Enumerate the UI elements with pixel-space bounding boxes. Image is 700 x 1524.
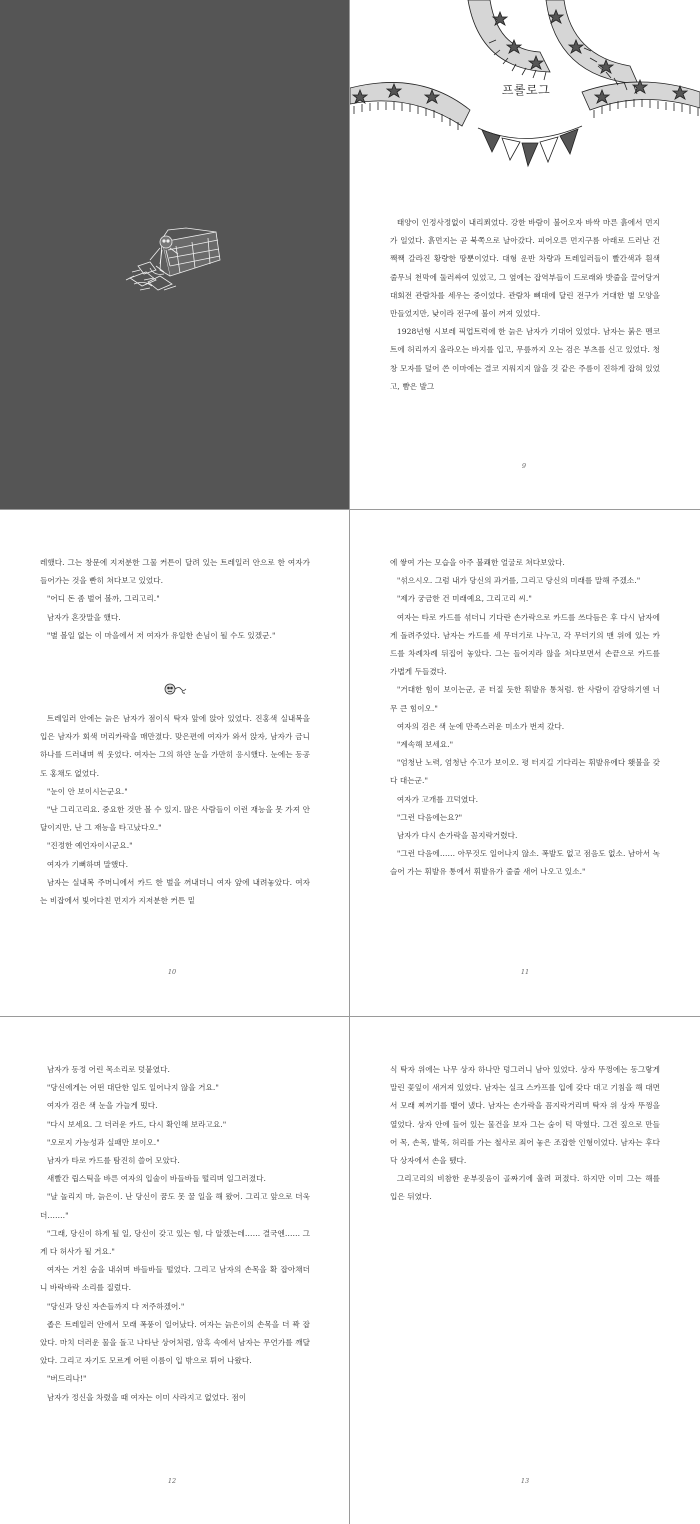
crate-doll-illustration xyxy=(120,220,230,300)
body-block-1 xyxy=(40,554,310,645)
page-12 xyxy=(0,1017,349,1524)
paragraph: "날 놀리지 마, 늙은이. 난 당신이 꿈도 못 꿀 일을 해 왔어. 그리고 앞으로 더욱더……." xyxy=(40,1192,310,1220)
paragraph: 식 탁자 위에는 나무 상자 하나만 덩그러니 남아 있었다. 상자 뚜껑에는 동그랗게 말린 꽃잎이 새겨져 있었다. 남자는 실크 스카프를 입에 갖다 대고 기침을 해 대면서 모래 찌꺼기를 뱉어 냈다. 남자는 손가락을 꼼지락거리며 탁자 위 상자 뚜껑을 열었다. 상자 안에 들어 있는 물건을 보자 그는 숨이 턱 막혔다. 그건 짚으로 만들어 목, 손목, 발목, 허리를 가는 철사로 죄어 놓은 조잡한 인형이었다. 남자는 후다닥 상자에서 손을 뗐다. xyxy=(390,1065,660,1166)
prologue-body xyxy=(390,214,660,396)
page-illustration xyxy=(0,0,349,509)
paragraph: "오로지 가능성과 실패만 보이오." xyxy=(46,1137,160,1147)
page-body xyxy=(40,1061,310,1407)
doll-ornament-icon xyxy=(160,682,190,698)
paragraph: 새빨간 립스틱을 바른 여자의 입술이 바들바들 떨리며 일그러졌다. xyxy=(46,1174,266,1184)
page-11 xyxy=(350,510,700,1016)
paragraph: "제가 궁금한 건 미래예요, 그리고리 씨." xyxy=(396,594,532,604)
paragraph: 그리고리의 비참한 운부짖음이 골짜기에 울려 퍼졌다. 하지만 이미 그는 해를 입은 뒤였다. xyxy=(390,1174,660,1202)
paragraph: 태양이 인정사정없이 내리쬐었다. 강한 바람이 불어오자 바싹 마른 흙에서 먼지가 일었다. 흙먼지는 곧 북쪽으로 날아갔다. 피어오른 먼지구름 아래로 드러난 건 짹짹 갈라진 황량한 땅뿐이었다. 대형 운반 차량과 트레일러들이 빨간색과 흰색 줄무늬 천막에 둘러싸여 있었고, 그 옆에는 잡역부들이 드로래와 밧줄을 끌어당겨 대회전 관람차를 세우는 중이었다. 관람차 뼈대에 달린 전구가 거대한 별 모양을 만들었지만, 낮이라 전구에 불이 꺼져 있었다. xyxy=(390,218,660,319)
paragraph: 남자가 동정 어린 목소리로 덧붙였다. xyxy=(46,1065,170,1074)
paragraph: "당신에게는 어떤 대단한 일도 일어나지 않을 거요." xyxy=(46,1083,219,1093)
paragraph: "별 볼일 없는 이 마을에서 저 여자가 유일한 손님이 될 수도 있겠군." xyxy=(46,630,276,640)
paragraph: 여자가 검은 색 눈을 가늘게 떴다. xyxy=(46,1101,158,1111)
paragraph: 좁은 트레일러 안에서 모래 폭풍이 일어났다. 여자는 늙은이의 손목을 더 꽉 잡았다. 마치 더러운 물을 돌고 나타난 상어처럼, 암흑 속에서 남자는 무언가를 깨달았다. 그리고 자기도 모르게 어떤 이름이 입 밖으로 튀어 나왔다. xyxy=(40,1319,310,1366)
paragraph: "엄청난 노력, 엄청난 수고가 보이오. 평 터지길 기다리는 휘발유에다 횃불을 갖다 대는군." xyxy=(390,758,660,786)
paragraph: 에 쌓여 가는 모습을 아주 불쾌한 얼굴로 쳐다보았다. xyxy=(390,558,565,567)
page-body xyxy=(390,554,660,882)
paragraph: "버드리나!" xyxy=(46,1374,87,1384)
chapter-title: 프롤로그 xyxy=(501,83,551,97)
page-body xyxy=(390,1061,660,1207)
paragraph: "그런 다음에…… 아무것도 일어나지 않소. 폭발도 없고 점음도 없소. 남아서 녹슬어 가는 휘발유 통에서 휘발유가 줄줄 새어 나오고 있소." xyxy=(390,849,660,877)
body-block-2 xyxy=(40,710,310,910)
paragraph: 남자가 정신을 차렸을 때 여자는 이미 사라지고 없었다. 점이 xyxy=(46,1392,247,1402)
paragraph: "거대한 힘이 보이는군, 곧 터질 듯한 휘발유 통처럼. 한 사람이 감당하기엔 너무 큰 힘이오." xyxy=(390,685,660,713)
page-13 xyxy=(350,1017,700,1524)
paragraph: "당신과 당신 자손들까지 다 저주하겠어." xyxy=(46,1301,185,1311)
paragraph: 남자가 혼잣말을 했다. xyxy=(46,612,121,622)
paragraph: 여자는 거친 숨을 내쉬며 바들바들 떨었다. 그리고 남자의 손목을 확 잡아채더니 바락바락 소리를 질렀다. xyxy=(40,1265,310,1293)
paragraph: "눈이 안 보이시는군요." xyxy=(46,786,128,796)
paragraph: 여자가 고개를 끄덕였다. xyxy=(396,794,479,804)
paragraph: "섞으시오. 그럼 내가 당신의 과거를, 그리고 당신의 미래를 말해 주겠소." xyxy=(396,576,641,586)
paragraph: "진정한 예언자이시군요." xyxy=(46,841,133,851)
paragraph: "그래, 당신이 하게 될 일, 당신이 갖고 있는 힘, 다 알겠는데…… 결국엔…… 그게 다 허사가 될 거요." xyxy=(40,1228,310,1257)
paragraph: "다시 보세요. 그 더러운 카드, 다시 확인해 보라고요." xyxy=(46,1119,227,1129)
page-number: 9 xyxy=(521,462,527,470)
paragraph: "난 그리고리요. 중요한 것만 볼 수 있지. 많은 사람들이 이런 재능을 못 가져 안달이지만, 난 그 재능을 타고났다오." xyxy=(40,805,310,833)
paragraph: 트레일러 안에는 늙은 남자가 점이식 탁자 앞에 앉아 있었다. 진홍색 실내복을 입은 남자가 회색 머리카락을 매만졌다. 맞은편에 여자가 와서 앉자, 남자가 금니 하나를 드러내며 씩 웃었다. 여자는 그의 하얀 눈을 가만히 응시했다. 눈에는 동공도 홍채도 없었다. xyxy=(40,714,310,778)
page-number: 13 xyxy=(520,1477,530,1485)
paragraph: 레했다. 그는 창문에 지저분한 그물 커튼이 달려 있는 트레일러 안으로 한 여자가 들어가는 것을 빤히 쳐다보고 있었다. xyxy=(40,558,310,586)
page-number: 10 xyxy=(167,968,177,976)
page-number: 11 xyxy=(520,968,530,976)
paragraph: 1928년형 시보레 픽업트럭에 한 늙은 남자가 기대어 있었다. 남자는 붉은 멘코트에 허리까지 올라오는 바지를 입고, 무릎까지 오는 검은 부츠를 신고 있었다. 청창 모자를 덮어 쓴 이마에는 결코 지워지지 않을 것 같은 주름이 진하게 잡혀 있었고, 뺨은 발그 xyxy=(390,327,660,391)
page-prologue xyxy=(350,0,700,509)
paragraph: 남자가 다시 손가락을 꼼지락거렸다. xyxy=(396,831,518,841)
paragraph: 남자는 실내복 주머니에서 카드 한 벌을 꺼내더니 여자 앞에 내려놓았다. 여자는 비잡에서 빛어다친 먼지가 지저분한 커튼 밑 xyxy=(40,877,310,906)
paragraph: 여자가 기뻐하며 말했다. xyxy=(46,859,129,869)
paragraph: "어디 돈 좀 벌어 볼까, 그리고리." xyxy=(46,594,160,604)
paragraph: "계속해 보세요." xyxy=(396,740,454,750)
paragraph: 여자의 검은 색 눈에 만족스러운 미소가 번져 갔다. xyxy=(396,721,565,731)
page-number: 12 xyxy=(167,1477,177,1485)
page-10 xyxy=(0,510,349,1016)
paragraph: "그런 다음에는요?" xyxy=(396,812,463,822)
paragraph: 여자는 타로 카드를 섞더니 기다란 손가락으로 카드를 쓰다듬은 후 다시 남자에게 돌려주었다. 남자는 카드를 세 무더기로 나누고, 각 무더기의 맨 위에 있는 카드를 차례차례 뒤집어 놓았다. 그는 들어지라 않을 쳐다보면서 손끝으로 카드를 가볍게 두들겼다. xyxy=(390,612,660,677)
paragraph: 남자가 타로 카드를 탐진히 쓸어 모았다. xyxy=(46,1156,180,1166)
